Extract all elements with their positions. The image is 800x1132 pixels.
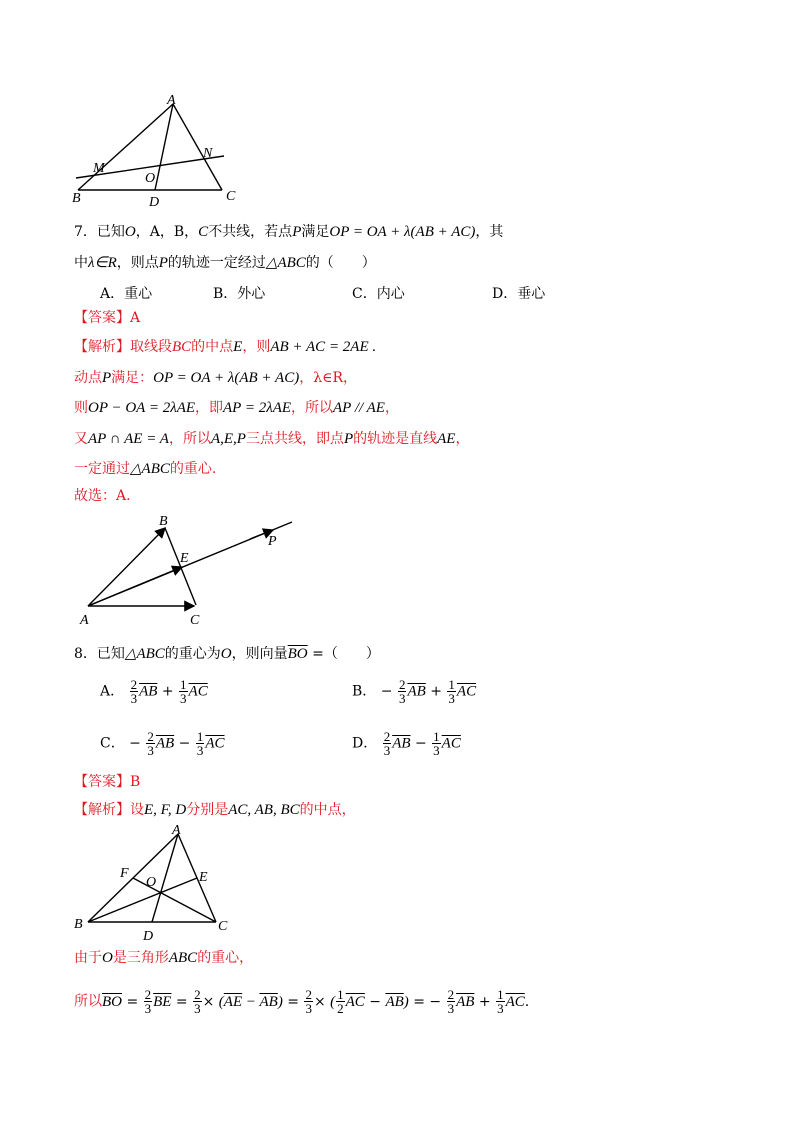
q8-analysis-3: 所以$\overline{BO}$ = $\frac{2}{3}$ $\overline{BE}$ = $\frac{2}{3}$ × $(\overline{AE} - \overline{AB})$ = $\frac{2}{3}$ × ( $\frac{1}{2}$ $\overline{AC} - \overline{AB}$) = − $\frac{2}{3}$ $\overline{AB}$ + $\frac{1}{3}$ $\overline{AC}$. — [74, 987, 530, 1016]
label-M: M — [93, 161, 105, 176]
label-N: N — [203, 146, 213, 161]
label-A: A — [80, 613, 89, 628]
q7-option-a: A．重心 — [100, 286, 153, 302]
label-E: E — [180, 551, 189, 566]
q8-option-c: C． − $\frac{2}{3}$ $\overline{AB}$ − $\frac{1}{3}$ $\overline{AC}$ — [100, 729, 225, 758]
label-B: B — [72, 191, 81, 206]
label-D: D — [143, 929, 154, 944]
label-C: C — [226, 189, 236, 204]
label-P: P — [268, 534, 277, 549]
q7-line1: 7．已知O，A，B，C不共线，若点P满足OP = OA + λ(AB + AC)，其 — [74, 224, 504, 240]
q8-answer: 【答案】B — [74, 774, 141, 790]
label-O: O — [145, 171, 156, 186]
q7-answer: 【答案】A — [74, 310, 141, 326]
q7-analysis-4: 又AP ∩ AE = A，所以A,E,P三点共线，即点P的轨迹是直线AE， — [74, 431, 470, 447]
label-C: C — [190, 613, 200, 628]
label-A: A — [172, 823, 181, 838]
label-O: O — [146, 875, 157, 890]
q8-option-b: B． − $\frac{2}{3}$ $\overline{AB}$ + $\frac{1}{3}$ $\overline{AC}$ — [352, 677, 477, 706]
label-F: F — [120, 866, 129, 881]
label-E: E — [199, 870, 208, 885]
q7-option-b: B．外心 — [213, 286, 266, 302]
q8-line1: 8．已知△ABC的重心为O，则向量$\overline{BO}$ =（ ） — [74, 646, 380, 662]
figure-centroid — [66, 822, 246, 944]
label-A: A — [167, 93, 176, 108]
label-D: D — [149, 195, 160, 210]
label-B: B — [159, 514, 168, 529]
q8-option-d: D． $\frac{2}{3}$ $\overline{AB}$ − $\frac{1}{3}$ $\overline{AC}$ — [352, 729, 461, 758]
q7-analysis-6: 故选：A. — [74, 488, 131, 504]
figure-vector-ap — [70, 512, 302, 630]
q8-option-a: A． $\frac{2}{3}$ $\overline{AB}$ + $\frac{1}{3}$ $\overline{AC}$ — [100, 677, 208, 706]
q7-option-d: D．垂心 — [492, 286, 546, 302]
q7-analysis-2: 动点P满足：OP = OA + λ(AB + AC)，λ∈R， — [74, 370, 357, 386]
q7-analysis-1: 【解析】取线段BC的中点E，则AB + AC = 2AE . — [74, 339, 377, 355]
label-C: C — [218, 919, 228, 934]
figure-triangle-mno — [60, 92, 240, 210]
q7-analysis-3: 则OP − OA = 2λAE，即AP = 2λAE，所以AP // AE， — [74, 400, 399, 416]
q7-analysis-5: 一定通过△ABC的重心. — [74, 461, 217, 477]
q7-line2: 中λ∈R，则点P的轨迹一定经过△ABC的（ ） — [74, 255, 376, 271]
q8-analysis-1: 【解析】设E, F, D分别是AC, AB, BC的中点， — [74, 802, 356, 818]
label-B: B — [74, 917, 83, 932]
q7-option-c: C．内心 — [352, 286, 405, 302]
q8-analysis-2: 由于O是三角形ABC的重心， — [74, 950, 254, 966]
